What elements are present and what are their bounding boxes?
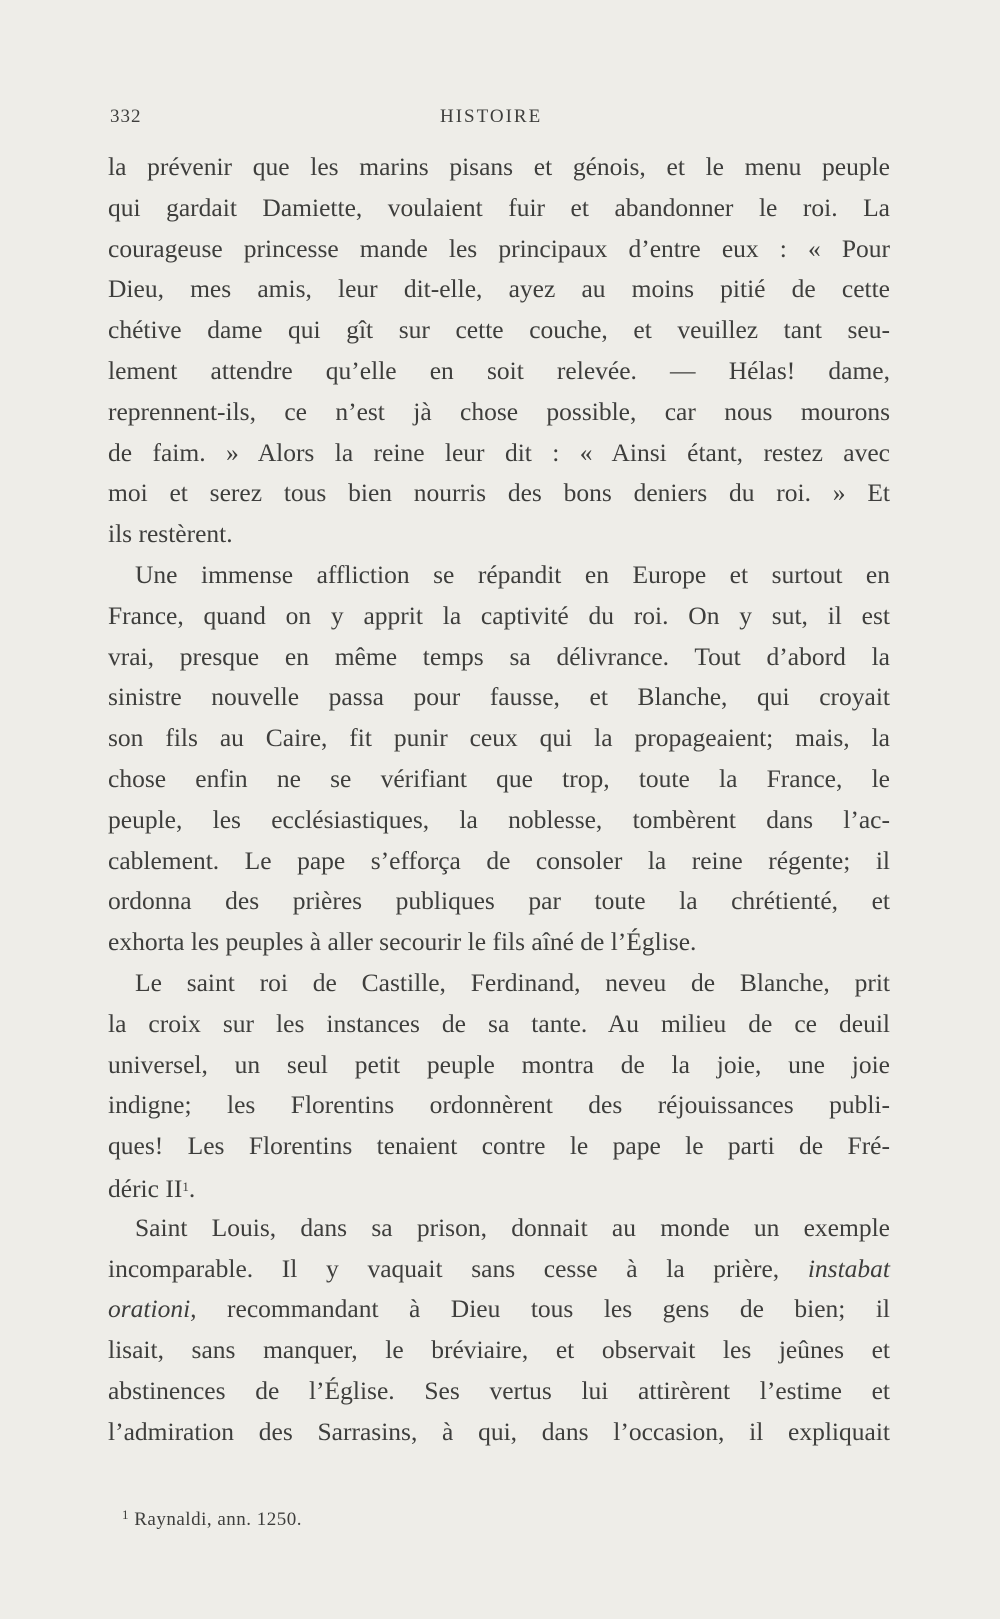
page-header: [110, 106, 890, 136]
footnote-marker: 1: [122, 1507, 129, 1522]
text-line: indigne; les Florentins ordonnèrent des réjouissances publi-: [108, 1090, 890, 1120]
text-line: sinistre nouvelle passa pour fausse, et Blanche, qui croyait: [108, 682, 890, 712]
text-line: ques! Les Florentins tenaient contre le pape le parti de Fré-: [108, 1131, 890, 1161]
latin-phrase: orationi,: [108, 1294, 197, 1324]
text-line: qui gardait Damiette, voulaient fuir et abandonner le roi. La: [108, 192, 890, 222]
page-number: 332: [110, 106, 142, 127]
text-line: la prévenir que les marins pisans et génois, et le menu peuple: [108, 152, 890, 181]
text-segment: .: [188, 1173, 196, 1203]
footnote: [122, 1507, 302, 1531]
text-line: [108, 1249, 890, 1290]
text-line: ordonna des prières publiques par toute la chrétienté, et: [108, 886, 890, 916]
text-line: universel, un seul petit peuple montra de la joie, une joie: [108, 1049, 890, 1079]
text-line: lement attendre qu’elle en soit relevée. — Hélas! dame,: [108, 355, 890, 385]
text-line: chétive dame qui gît sur cette couche, et veuillez tant seu-: [108, 315, 890, 345]
text-line: ils restèrent.: [108, 519, 233, 549]
text-line: courageuse princesse mande les principaux d’entre eux : « Pour: [108, 233, 890, 263]
paragraph-start-line: Saint Louis, dans sa prison, donnait au monde un exemple: [135, 1212, 890, 1242]
text-line-with-footnote: [108, 1167, 890, 1208]
paragraph-start-line: Le saint roi de Castille, Ferdinand, neveu de Blanche, prit: [135, 967, 890, 997]
footnote-reference: 1: [182, 1178, 189, 1194]
text-line: cablement. Le pape s’efforça de consoler la reine régente; il: [108, 845, 890, 875]
text-line: moi et serez tous bien nourris des bons deniers du roi. » Et: [108, 478, 890, 508]
text-line: chose enfin ne se vérifiant que trop, toute la France, le: [108, 763, 890, 793]
text-line: vrai, presque en même temps sa délivrance. Tout d’abord la: [108, 641, 890, 671]
latin-phrase: instabat: [807, 1253, 890, 1283]
text-line: de faim. » Alors la reine leur dit : « Ainsi étant, restez avec: [108, 437, 890, 467]
paragraph-start-line: Une immense affliction se répandit en Europe et surtout en: [135, 559, 890, 589]
text-line: [108, 1289, 890, 1330]
text-line: la croix sur les instances de sa tante. Au milieu de ce deuil: [108, 1008, 890, 1038]
body-text: [108, 147, 890, 1453]
text-line: reprennent-ils, ce n’est jà chose possible, car nous mourons: [108, 396, 890, 426]
text-line: Dieu, mes amis, leur dit-elle, ayez au moins pitié de cette: [108, 274, 890, 304]
text-line: peuple, les ecclésiastiques, la noblesse, tombèrent dans l’ac-: [108, 804, 890, 834]
text-segment: déric II: [108, 1173, 183, 1203]
text-line: l’admiration des Sarrasins, à qui, dans l’occasion, il expliquait: [108, 1416, 890, 1446]
text-line: lisait, sans manquer, le bréviaire, et observait les jeûnes et: [108, 1335, 890, 1365]
text-line: abstinences de l’Église. Ses vertus lui attirèrent l’estime et: [108, 1375, 890, 1405]
running-title: HISTOIRE: [440, 106, 543, 127]
text-segment: incomparable. Il y vaquait sans cesse à la prière,: [108, 1253, 780, 1283]
text-line: exhorta les peuples à aller secourir le fils aîné de l’Église.: [108, 927, 697, 957]
footnote-text: Raynaldi, ann. 1250.: [134, 1509, 303, 1530]
text-line: France, quand on y apprit la captivité du roi. On y sut, il est: [108, 600, 890, 630]
text-segment: recommandant à Dieu tous les gens de bien; il: [227, 1294, 890, 1324]
text-line: son fils au Caire, fit punir ceux qui la propageaient; mais, la: [108, 723, 890, 753]
